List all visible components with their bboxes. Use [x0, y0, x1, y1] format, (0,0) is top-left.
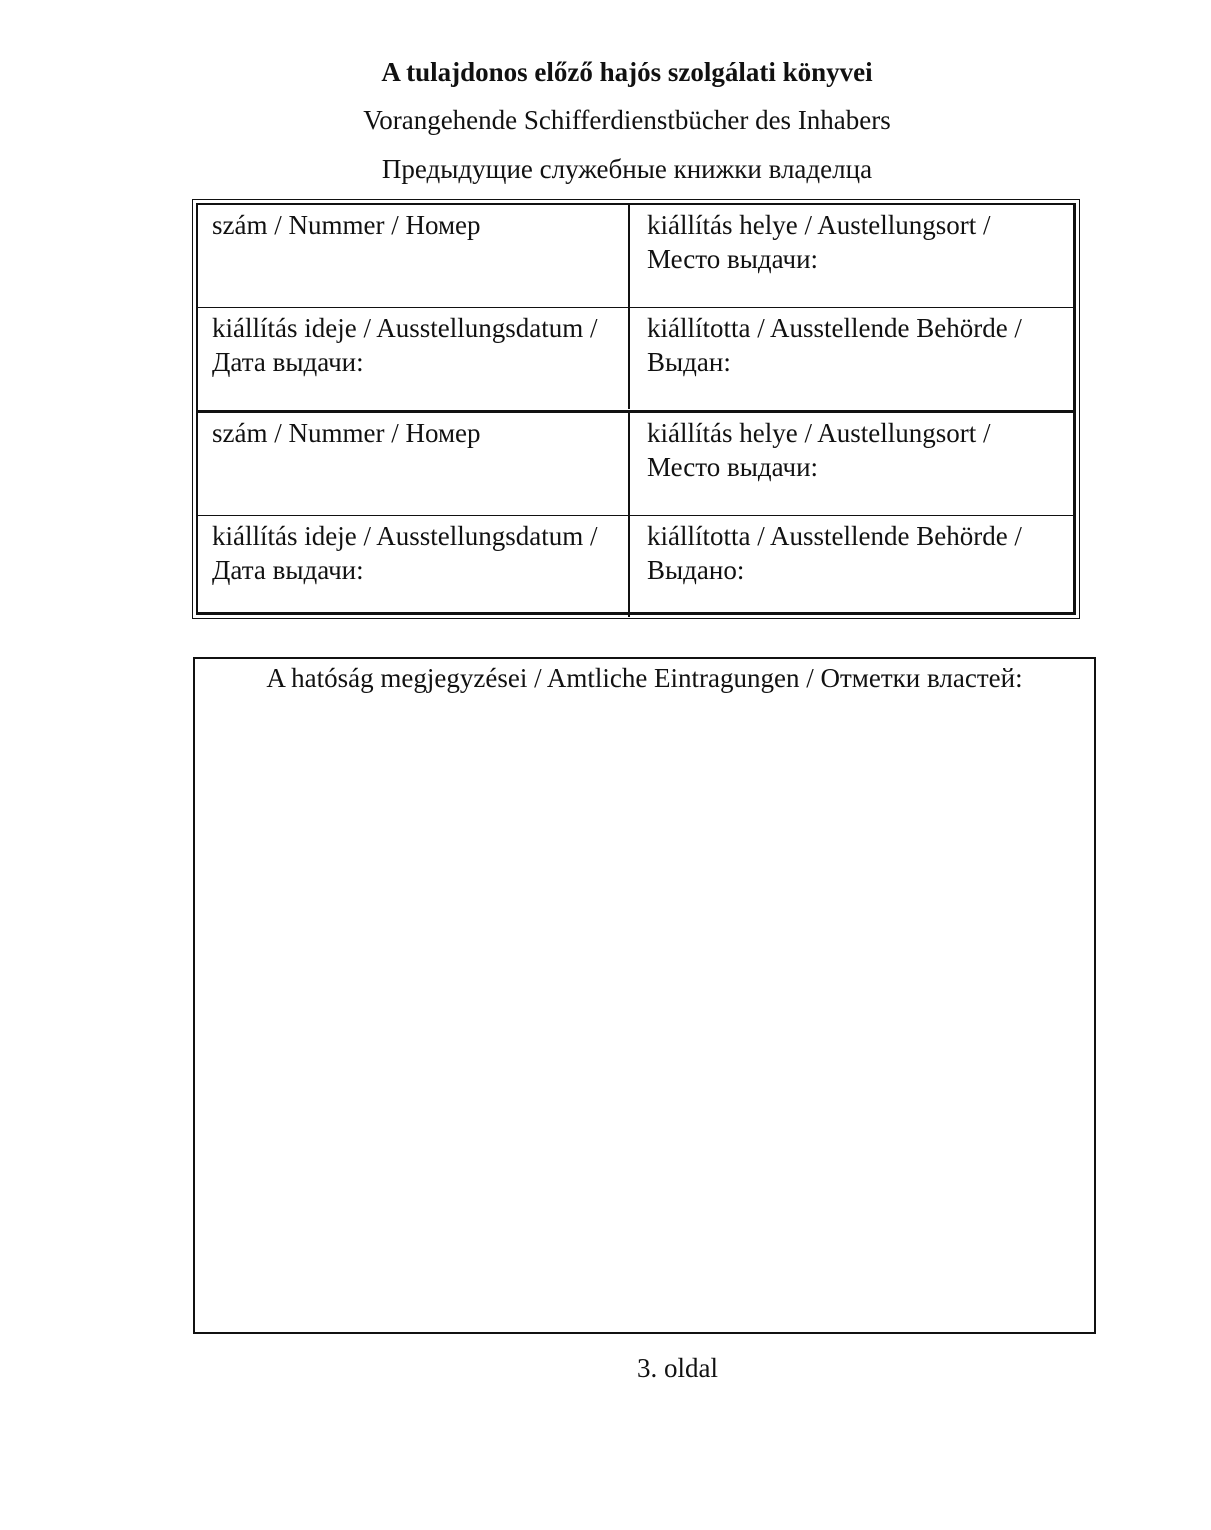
- number-field[interactable]: szám / Nummer / Номер: [198, 413, 630, 515]
- official-remarks-area[interactable]: [195, 701, 1094, 1332]
- book-record-2: [198, 410, 1073, 615]
- table-row: [198, 515, 1073, 617]
- issue-place-field[interactable]: kiállítás helye / Austellungsort / Место выдачи:: [647, 418, 991, 482]
- number-field[interactable]: szám / Nummer / Номер: [198, 205, 630, 307]
- previous-books-table: [192, 199, 1080, 619]
- book-record-1: [198, 205, 1073, 410]
- issue-date-field[interactable]: kiállítás ideje / Ausstellungsdatum / Дата выдачи:: [198, 516, 630, 617]
- official-remarks-label: A hatóság megjegyzései / Amtliche Eintragungen / Отметки властей:: [266, 663, 1023, 693]
- table-row: [198, 307, 1073, 409]
- table-row: [198, 205, 1073, 307]
- page-subtitle-russian: Предыдущие служебные книжки владелца: [381, 154, 873, 184]
- page-subtitle-german: Vorangehende Schifferdienstbücher des Inhabers: [363, 105, 891, 135]
- page-number: 3. oldal: [637, 1353, 718, 1383]
- issuing-authority-field[interactable]: kiállította / Ausstellende Behörde / Выдано:: [647, 521, 1022, 585]
- issuing-authority-field[interactable]: kiállította / Ausstellende Behörde / Выдан:: [647, 313, 1022, 377]
- official-remarks-box: [193, 657, 1096, 1334]
- previous-books-table-inner: [196, 203, 1076, 615]
- table-row: [198, 413, 1073, 515]
- issue-date-field[interactable]: kiállítás ideje / Ausstellungsdatum / Дата выдачи:: [198, 308, 630, 409]
- page-title: A tulajdonos előző hajós szolgálati könyvei: [381, 57, 873, 87]
- issue-place-field[interactable]: kiállítás helye / Austellungsort / Место выдачи:: [647, 210, 991, 274]
